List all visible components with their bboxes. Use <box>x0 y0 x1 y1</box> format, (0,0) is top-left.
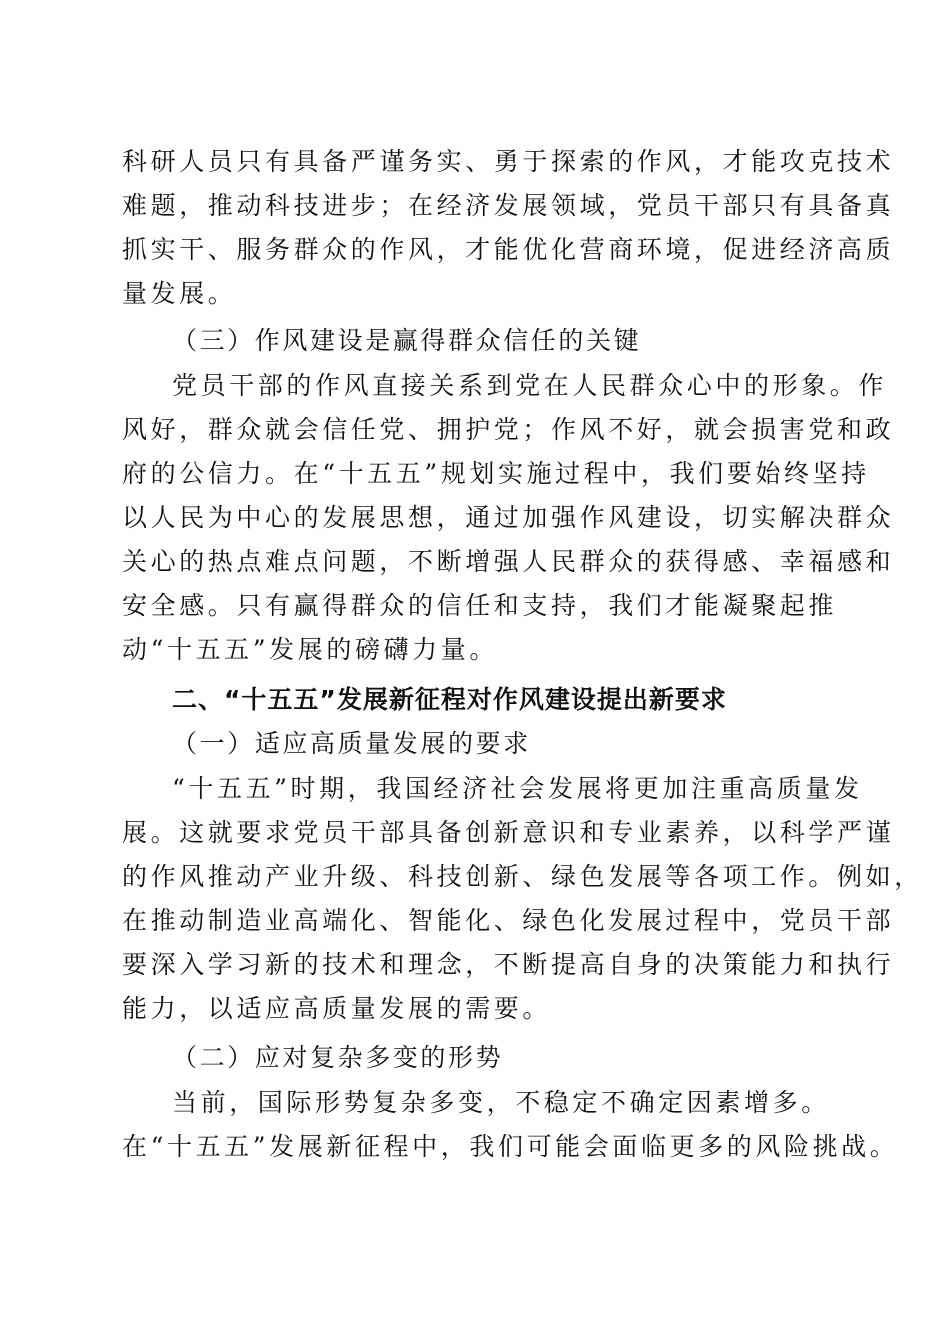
paragraph-line: 量发展。 <box>122 279 237 308</box>
paragraph-line: 展。这就要求党员干部具备创新意识和专业素养，以科学严谨 <box>122 818 895 847</box>
paragraph-line: 科研人员只有具备严谨务实、勇于探索的作风，才能攻克技术 <box>122 147 895 176</box>
paragraph-line: “十五五”时期，我国经济社会发展将更加注重高质量发 <box>172 774 863 803</box>
subheading-trust-key: （三）作风建设是赢得群众信任的关键 <box>172 326 642 355</box>
paragraph-line: 当前，国际形势复杂多变，不稳定不确定因素增多。 <box>172 1088 830 1117</box>
subheading-high-quality-development: （一）适应高质量发展的要求 <box>172 729 531 758</box>
paragraph-line: 要深入学习新的技术和理念，不断提高自身的决策能力和执行 <box>122 950 895 979</box>
paragraph-line: 关心的热点难点问题，不断增强人民群众的获得感、幸福感和 <box>122 547 895 576</box>
paragraph-research-economy <box>122 140 895 316</box>
paragraph-line: 能力，以适应高质量发展的需要。 <box>122 994 552 1023</box>
paragraph-line: 以人民为中心的发展思想，通过加强作风建设，切实解决群众 <box>122 503 895 532</box>
section-heading-new-requirements: 二、“十五五”发展新征程对作风建设提出新要求 <box>172 685 727 714</box>
subheading-complex-situation: （二）应对复杂多变的形势 <box>172 1043 504 1072</box>
paragraph-line: 抓实干、服务群众的作风，才能优化营商环境，促进经济高质 <box>122 235 895 264</box>
paragraph-line: 府的公信力。在“十五五”规划实施过程中，我们要始终坚持 <box>122 459 870 488</box>
paragraph-public-trust <box>122 364 895 672</box>
paragraph-line: 在“十五五”发展新征程中，我们可能会面临更多的风险挑战。 <box>122 1132 899 1161</box>
paragraph-high-quality-development <box>122 767 923 1031</box>
paragraph-line: 的作风推动产业升级、科技创新、绿色发展等各项工作。例如， <box>122 862 923 891</box>
paragraph-line: 党员干部的作风直接关系到党在人民群众心中的形象。作 <box>172 371 888 400</box>
paragraph-line: 安全感。只有赢得群众的信任和支持，我们才能凝聚起推 <box>122 591 838 620</box>
paragraph-complex-situation <box>122 1081 899 1169</box>
paragraph-line: 风好，群众就会信任党、拥护党；作风不好，就会损害党和政 <box>122 415 895 444</box>
paragraph-line: 难题，推动科技进步；在经济发展领域，党员干部只有具备真 <box>122 191 895 220</box>
paragraph-line: 动“十五五”发展的磅礴力量。 <box>122 635 498 664</box>
paragraph-line: 在推动制造业高端化、智能化、绿色化发展过程中，党员干部 <box>122 906 895 935</box>
